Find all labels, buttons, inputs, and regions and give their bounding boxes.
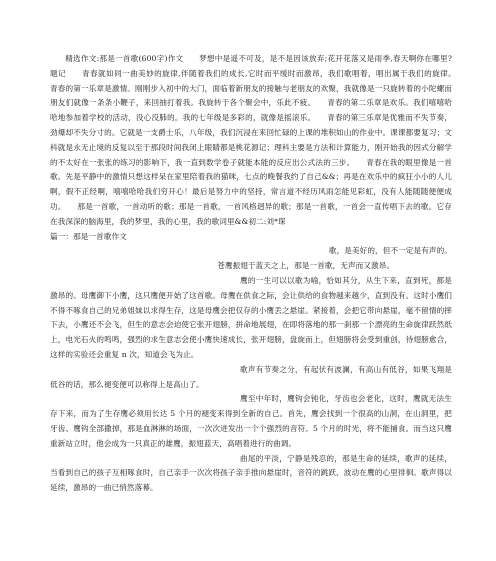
paragraph-rhythm: 歌声有节奏之分，有起伏有波澜，有高山有低谷，如果飞翔是低谷的话，那么褪变便可以称得上是高山了。 <box>50 364 452 389</box>
paragraph-eagle-sky: 苍鹰振翅于蓝天之上，那是一首歌，无声而又激昂。 <box>217 261 395 271</box>
paragraph-song-beautiful: 歌，是美好的，但不一定是有声的。 <box>328 246 452 256</box>
paragraph-middle-age: 鹰至中年时，鹰钩会钝化，牙齿也会老化，这时，鹰就无法生存下来，而为了生存鹰必须用长达 5 个月的褪变来得到全新的自己。首先，鹰会找到一个很高的山洞，在山洞里，把牙齿、鹰钩全部撒掉，那是血淋淋的场面，一次次进发出一个个强烈的音符。5 个月的时光，将不能捕食。而当这只鹰重新站立时，他会成为一只真正的雄鹰，振翅蓝天，高唱着进行的曲调。 <box>50 394 452 448</box>
paragraph-eagle-life: 鹰的一生可以以歌为喻，恰如其分，从生下来，直到死，都是激昂的。母鹰御下小鹰，这只鹰便开始了这首歌。母鹰在供食之际，会让供给的食物越来越少，直到没有。这时小鹰们不得不啄食自己的兄弟姐妹以求得生存，这是母鹰会把仅存的小鹰丢之悬崖。紧接着，会把它带向悬崖，毫不留情的摔下去，小鹰还不会飞，但生的意志会迫使它张开翅膀，拼命地展翅，在即将落地的那一刹那一个漂亮的生命旋律跃然纸上，电光石火的鸣鸣，强烈的求生意志会使小鹰快速成长，张开翅膀，盘旋而上，但翅膀将会受到重创，待翅膀愈合，这样的实验还会重复 n 次，知道会飞为止。 <box>50 275 452 359</box>
paragraph-ending: 曲尾的平淡，宁静是残忍的，那是生命的延续，歌声的延续，当看到自己的孩子互相啄食时，自己亲手一次次将孩子亲手推向悬崖时，音符的跳跃、波动在鹰的心里徘徊。歌声得以延续，激昂的一曲已悄然落幕。 <box>50 453 452 493</box>
intro-paragraph: 精选作文:那是一首歌(600字)作文 梦想中是遥不可及，是不是因该放弃;花开花落又是雨季,春天啊你在哪里? 题记 青春就如同一曲美妙的旋律,伴随着我们的成长,它时而平缓时而激昂，我们歌唱着，唱出属于我们的旋律。 青春的第一乐章是激情。刚刚步入初中的大门，面临着新朋友的接触与老朋友的欢聚，我就像是一只旋转着的小陀螺而朋友们就像一条条小鞭子，来回抽打着我。我旋转于各个聚会中，乐此不疲。 青春的第二乐章是欢乐。我们嘻嘻哈哈地参加着学校的活动，没心没肺的。我的七年级是多彩的，就像是摇滚乐。 青春的第三乐章是优雅而不失节奏，劲爆却不失分寸的。它就是一支爵士乐，八年级，我们沉浸在来回忙碌的上课的堆积如山的作业中。课课都要复习；文科就是永无止境的反复以至于那段时间我闭上眼睛都是桃花源记；理科主要是方法和计算能力，刚开始我的因式分解学的不太好在一张张的练习的影响下，我一直到数学卷子就能本能的反应出公式法的三步。 青春在我的眼里像是一首歌。先是平静中的激情只想这样呆在家里陪着我的猫咪，七点的晚餐我约了自己&&；再是在欢乐中的疯狂小小的人儿啊，假不正经啊，嘻嘻哈哈我们穷开心！最后是努力中的坚持，常言道不经历风雨怎能见彩虹，没有人能随随便便成功。 那是一首歌，一首动听的歌；那是一首歌，一首风格迥异的歌；那是一首歌，一首会一直传唱下去的歌。它存在我深深的脑海里，我的梦里，我的心里，我的歌词里&&初二:刘*琛 <box>50 54 468 226</box>
essay-heading: 篇一：那是一首歌作文 <box>50 231 127 241</box>
